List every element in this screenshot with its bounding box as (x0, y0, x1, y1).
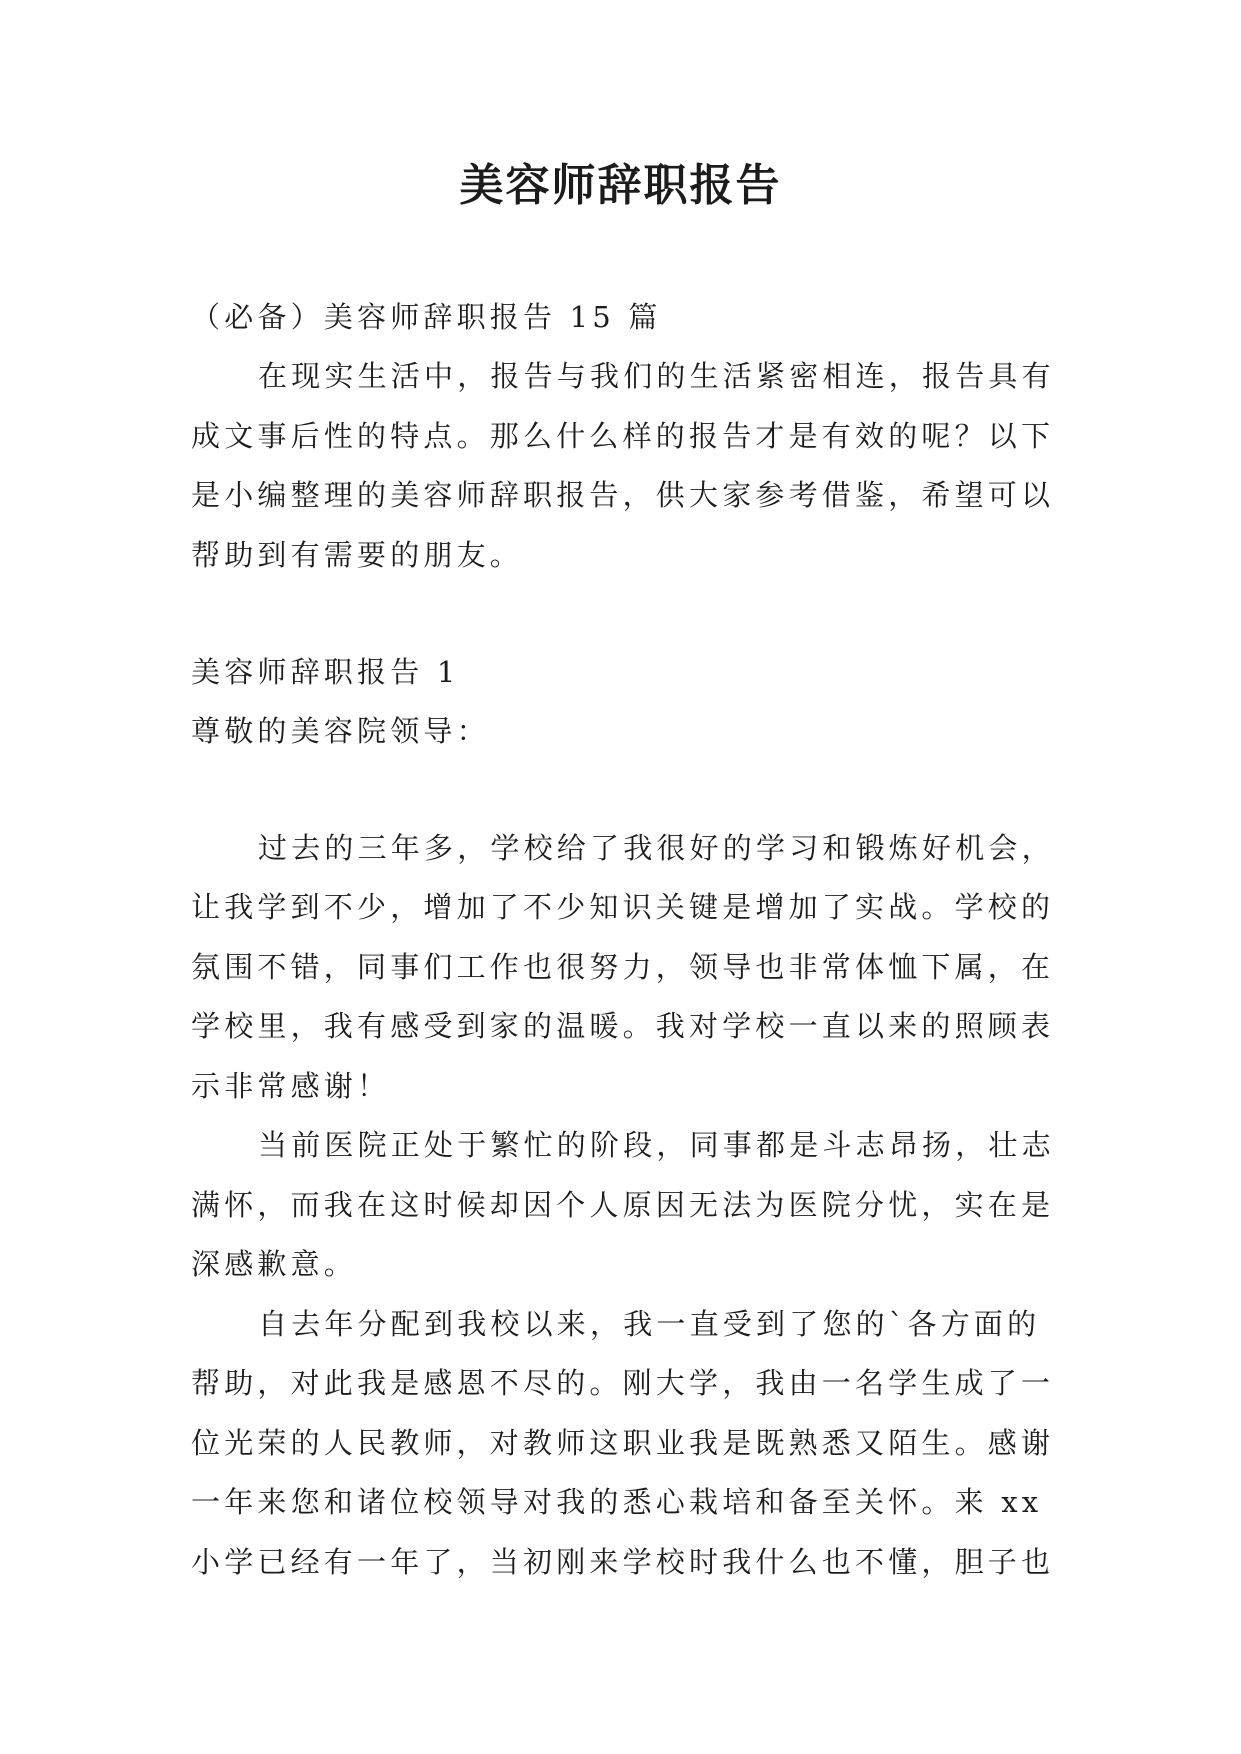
paragraph-line: 学校里，我有感受到家的温暖。我对学校一直以来的照顾表 (191, 1009, 1055, 1043)
paragraph-line: 深感歉意。 (191, 1247, 358, 1281)
paragraph-line: 小学已经有一年了，当初刚来学校时我什么也不懂，胆子也 (191, 1545, 1055, 1579)
section-heading: 美容师辞职报告 1 (191, 655, 460, 689)
paragraph-line: 满怀，而我在这时候却因个人原因无法为医院分忧，实在是 (191, 1188, 1055, 1222)
intro-line: 成文事后性的特点。那么什么样的报告才是有效的呢？以下 (191, 419, 1055, 453)
intro-line: 是小编整理的美容师辞职报告，供大家参考借鉴，希望可以 (191, 478, 1055, 512)
paragraph-line: 示非常感谢！ (191, 1069, 391, 1103)
paragraph-line: 当前医院正处于繁忙的阶段，同事都是斗志昂扬，壮志 (258, 1128, 1055, 1162)
paragraph-line: 帮助，对此我是感恩不尽的。刚大学，我由一名学生成了一 (191, 1366, 1055, 1400)
intro-line: 在现实生活中，报告与我们的生活紧密相连，报告具有 (258, 359, 1055, 393)
document-title: 美容师辞职报告 (459, 160, 782, 211)
paragraph-line: 自去年分配到我校以来，我一直受到了您的`各方面的 (258, 1307, 1041, 1341)
salutation: 尊敬的美容院领导： (191, 714, 490, 748)
paragraph-line: 一年来您和诸位校领导对我的悉心栽培和备至关怀。来 xx (191, 1485, 1043, 1519)
intro-line: 帮助到有需要的朋友。 (191, 538, 524, 572)
paragraph-line: 过去的三年多，学校给了我很好的学习和锻炼好机会， (258, 831, 1055, 865)
paragraph-line: 位光荣的人民教师，对教师这职业我是既熟悉又陌生。感谢 (191, 1426, 1055, 1460)
paragraph-line: 氛围不错，同事们工作也很努力，领导也非常体恤下属，在 (191, 950, 1055, 984)
paragraph-line: 让我学到不少，增加了不少知识关键是增加了实战。学校的 (191, 890, 1055, 924)
document-subtitle: （必备）美容师辞职报告 15 篇 (191, 300, 662, 334)
